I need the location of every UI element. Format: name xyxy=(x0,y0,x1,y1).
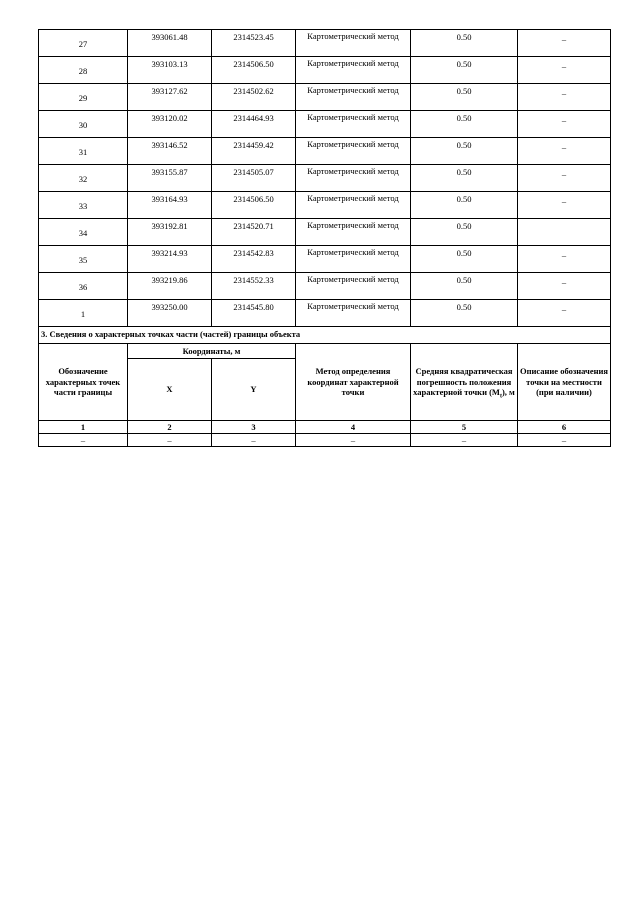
table-row xyxy=(39,219,611,246)
accuracy-cell: 0.50 xyxy=(411,57,518,84)
method-cell: Картометрический метод xyxy=(296,273,411,300)
method-cell: Картометрический метод xyxy=(296,30,411,57)
point-number: 28 xyxy=(39,57,128,84)
table-row xyxy=(39,138,611,165)
table-row xyxy=(39,246,611,273)
description-cell: – xyxy=(518,30,611,57)
accuracy-cell: 0.50 xyxy=(411,273,518,300)
x-coordinate: 393214.93 xyxy=(128,246,212,273)
accuracy-cell: 0.50 xyxy=(411,30,518,57)
description-cell: – xyxy=(518,273,611,300)
description-cell: – xyxy=(518,165,611,192)
y-coordinate: 2314520.71 xyxy=(212,219,296,246)
description-cell xyxy=(518,219,611,246)
y-coordinate: 2314542.83 xyxy=(212,246,296,273)
y-coordinate: 2314502.62 xyxy=(212,84,296,111)
x-coordinate: 393219.86 xyxy=(128,273,212,300)
empty-data-row xyxy=(39,434,611,447)
table-row xyxy=(39,84,611,111)
table-row xyxy=(39,57,611,84)
point-number: 32 xyxy=(39,165,128,192)
description-cell: – xyxy=(518,111,611,138)
column-number: 6 xyxy=(518,421,611,434)
header-x: X xyxy=(128,359,212,421)
description-cell: – xyxy=(518,246,611,273)
header-description: Описание обозначения точки на местности (при наличии) xyxy=(518,344,611,421)
accuracy-cell: 0.50 xyxy=(411,219,518,246)
method-cell: Картометрический метод xyxy=(296,111,411,138)
table-row xyxy=(39,273,611,300)
accuracy-cell: 0.50 xyxy=(411,111,518,138)
points-table-body xyxy=(39,30,611,327)
empty-cell: – xyxy=(128,434,212,447)
accuracy-cell: 0.50 xyxy=(411,300,518,327)
table-row xyxy=(39,192,611,219)
description-cell: – xyxy=(518,57,611,84)
method-cell: Картометрический метод xyxy=(296,84,411,111)
point-number: 30 xyxy=(39,111,128,138)
header-method: Метод определения координат характерной точки xyxy=(296,344,411,421)
y-coordinate: 2314523.45 xyxy=(212,30,296,57)
empty-cell: – xyxy=(39,434,128,447)
header-accuracy-subscript: t xyxy=(499,393,502,400)
column-number: 3 xyxy=(212,421,296,434)
point-number: 27 xyxy=(39,30,128,57)
x-coordinate: 393155.87 xyxy=(128,165,212,192)
description-cell: – xyxy=(518,84,611,111)
table-row xyxy=(39,30,611,57)
description-cell: – xyxy=(518,192,611,219)
y-coordinate: 2314545.80 xyxy=(212,300,296,327)
empty-cell: – xyxy=(518,434,611,447)
accuracy-cell: 0.50 xyxy=(411,246,518,273)
empty-cell: – xyxy=(411,434,518,447)
point-number: 29 xyxy=(39,84,128,111)
document-sheet xyxy=(38,29,610,447)
header-accuracy xyxy=(411,344,518,421)
header-accuracy-main: Средняя квадратическая погрешность положения характерной точки (M xyxy=(413,366,513,398)
column-number-row xyxy=(39,421,611,434)
point-number: 1 xyxy=(39,300,128,327)
point-number: 34 xyxy=(39,219,128,246)
header-y: Y xyxy=(212,359,296,421)
x-coordinate: 393250.00 xyxy=(128,300,212,327)
header-accuracy-tail: ), м xyxy=(501,387,515,398)
empty-cell: – xyxy=(212,434,296,447)
accuracy-cell: 0.50 xyxy=(411,138,518,165)
x-coordinate: 393164.93 xyxy=(128,192,212,219)
point-number: 31 xyxy=(39,138,128,165)
table-row xyxy=(39,300,611,327)
y-coordinate: 2314506.50 xyxy=(212,192,296,219)
accuracy-cell: 0.50 xyxy=(411,84,518,111)
point-number: 36 xyxy=(39,273,128,300)
x-coordinate: 393127.62 xyxy=(128,84,212,111)
table-row xyxy=(39,165,611,192)
description-cell: – xyxy=(518,300,611,327)
x-coordinate: 393120.02 xyxy=(128,111,212,138)
column-number: 2 xyxy=(128,421,212,434)
description-cell: – xyxy=(518,138,611,165)
method-cell: Картометрический метод xyxy=(296,165,411,192)
method-cell: Картометрический метод xyxy=(296,219,411,246)
y-coordinate: 2314459.42 xyxy=(212,138,296,165)
method-cell: Картометрический метод xyxy=(296,138,411,165)
x-coordinate: 393061.48 xyxy=(128,30,212,57)
x-coordinate: 393146.52 xyxy=(128,138,212,165)
accuracy-cell: 0.50 xyxy=(411,192,518,219)
method-cell: Картометрический метод xyxy=(296,192,411,219)
accuracy-cell: 0.50 xyxy=(411,165,518,192)
boundary-points-table xyxy=(38,29,611,447)
x-coordinate: 393103.13 xyxy=(128,57,212,84)
header-coordinates: Координаты, м xyxy=(128,344,296,359)
method-cell: Картометрический метод xyxy=(296,300,411,327)
column-number: 1 xyxy=(39,421,128,434)
x-coordinate: 393192.81 xyxy=(128,219,212,246)
point-number: 33 xyxy=(39,192,128,219)
y-coordinate: 2314506.50 xyxy=(212,57,296,84)
section3-title: 3. Сведения о характерных точках части (частей) границы объекта xyxy=(39,327,611,344)
section3-block xyxy=(39,327,611,447)
y-coordinate: 2314464.93 xyxy=(212,111,296,138)
column-number: 4 xyxy=(296,421,411,434)
method-cell: Картометрический метод xyxy=(296,246,411,273)
y-coordinate: 2314552.33 xyxy=(212,273,296,300)
method-cell: Картометрический метод xyxy=(296,57,411,84)
column-number: 5 xyxy=(411,421,518,434)
y-coordinate: 2314505.07 xyxy=(212,165,296,192)
point-number: 35 xyxy=(39,246,128,273)
table-row xyxy=(39,111,611,138)
empty-cell: – xyxy=(296,434,411,447)
header-point-designation: Обозначение характерных точек части границы xyxy=(39,344,128,421)
